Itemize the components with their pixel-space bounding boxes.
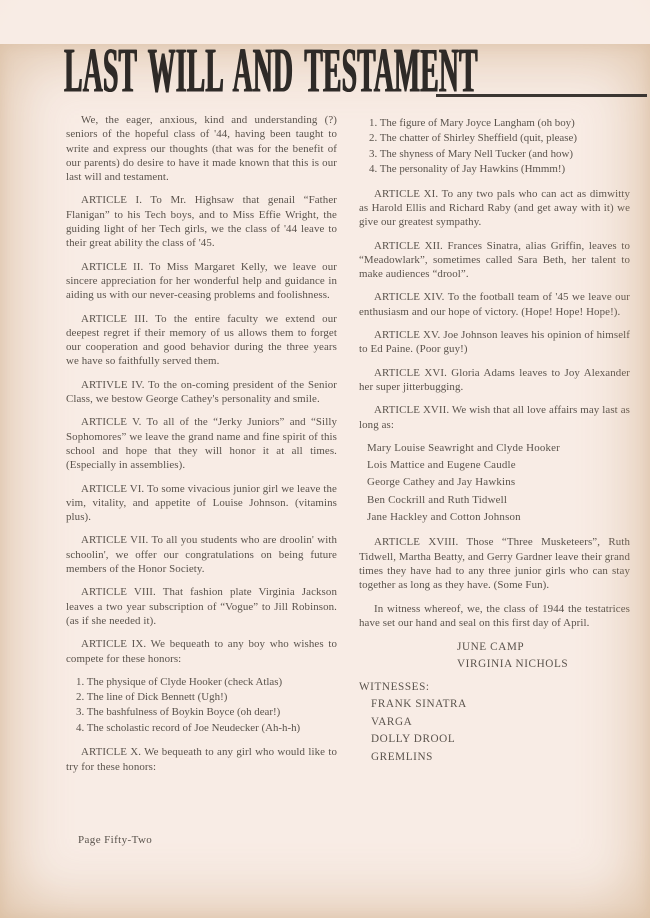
witnesses-block — [359, 679, 630, 766]
article-ix-paragraph: ARTICLE IX. We bequeath to any boy who wishes to compete for these honors: — [66, 638, 337, 665]
honors-list-item: 3. The shyness of Mary Nell Tucker (and how) — [369, 147, 573, 160]
article-xiv-paragraph: ARTICLE XIV. To the football team of '45 we leave our enthusiasm and our hope of victory. (Hope! Hope! Hope!). — [359, 291, 630, 318]
article-xi-paragraph: ARTICLE XI. To any two pals who can act as dimwitty as Harold Ellis and Richard Raby (and get away with it) we give our greatest sympathy. — [359, 187, 630, 229]
signature-name: JUNE CAMP — [457, 641, 525, 654]
honors-list-item: 1. The figure of Mary Joyce Langham (oh boy) — [369, 117, 575, 129]
article-x-paragraph: ARTICLE X. We bequeath to any girl who would like to try for these honors: — [66, 746, 337, 773]
witness-clause-paragraph: In witness whereof, we, the class of 1944 the testatrices have set our hand and seal on this first day of April. — [359, 602, 630, 629]
honors-list-item: 2. The chatter of Shirley Sheffield (quit, please) — [369, 132, 577, 145]
article-xviii-paragraph: ARTICLE XVIII. Those “Three Musketeers”, Ruth Tidwell, Martha Beatty, and Gerry Gardner leave their grand times they have had to any three junior girls who can stay together as long as they have. (Some Fun). — [359, 536, 630, 592]
page-header — [64, 35, 647, 106]
article-xvii-paragraph: ARTICLE XVII. We wish that all love affairs may last as long as: — [359, 404, 630, 431]
witnesses-label: WITNESSES: — [359, 681, 430, 694]
article-viii-paragraph: ARTICLE VIII. That fashion plate Virginia Jackson leaves a two year subscription of “Vogue” to Jill Robinson. (as if she needed it). — [66, 586, 337, 627]
intro-paragraph: We, the eager, anxious, kind and understanding (?) seniors of the hopeful class of '44, having been taught to write and express our thoughts (that was for the benefit of our parents) do desire to have it made known that this is our last will and testament. — [66, 114, 337, 184]
article-xvi-paragraph: ARTICLE XVI. Gloria Adams leaves to Joy Alexander her super jitterbugging. — [359, 366, 630, 393]
article-vii-paragraph: ARTICLE VII. To all you students who are droolin' with schoolin', we offer our congratulations on being future members of the Honor Society. — [66, 534, 337, 576]
couple-item: Lois Mattice and Eugene Caudle — [367, 459, 516, 472]
article-i-paragraph: ARTICLE I. To Mr. Highsaw that genail “Father Flanigan” to his Tech boys, and to Miss Effie Wright, the guiding light of her Tech girls, we the class of '44 leave to their great ability the class of '45. — [66, 194, 337, 250]
page-body — [66, 113, 630, 783]
couple-item: Mary Louise Seawright and Clyde Hooker — [367, 441, 561, 454]
honors-list-item: 4. The personality of Jay Hawkins (Hmmm!) — [369, 162, 566, 175]
honors-list-item: 2. The line of Dick Bennett (Ugh!) — [76, 691, 228, 704]
couple-item: George Cathey and Jay Hawkins — [367, 476, 516, 489]
couple-item: Ben Cockrill and Ruth Tidwell — [367, 493, 508, 506]
witness-name: GREMLINS — [371, 750, 433, 763]
article-iii-paragraph: ARTICLE III. To the entire faculty we extend our deepest regret if their memory of us allows them to forget our cooperation and good behavior during the three years we have so faithfully served them. — [66, 312, 337, 368]
witness-name: VARGA — [371, 715, 413, 728]
boy-honors-list — [76, 675, 337, 736]
article-iv-paragraph: ARTIVLE IV. To the on-coming president of the Senior Class, we bestow George Cathey's personality and smile. — [66, 378, 337, 406]
honors-list-item: 3. The bashfulness of Boykin Boyce (oh dear!) — [76, 706, 281, 719]
signatures-block — [457, 639, 630, 673]
article-v-paragraph: ARTICLE V. To all of the “Jerky Juniors” and “Silly Sophomores” we leave the grand name and fine spirit of this school and hope that they will honor it at all times. (Especially in assemblies). — [66, 416, 337, 472]
couples-list — [367, 441, 630, 524]
right-column — [359, 113, 630, 783]
title-box — [64, 35, 478, 106]
girl-honors-list — [369, 116, 630, 177]
signature-name: VIRGINIA NICHOLS — [457, 658, 569, 671]
article-xii-paragraph: ARTICLE XII. Frances Sinatra, alias Griffin, leaves to “Meadowlark”, sometimes called Sara Beth, her talent to make audiences “drool”. — [359, 239, 630, 281]
honors-list-item: 1. The physique of Clyde Hooker (check Atlas) — [76, 675, 283, 688]
honors-list-item: 4. The scholastic record of Joe Neudecker (Ah-h-h) — [76, 721, 301, 734]
witness-name: FRANK SINATRA — [371, 698, 467, 711]
article-vi-paragraph: ARTICLE VI. To some vivacious junior girl we leave the vim, vitality, and appetite of Louise Johnson. (vitamins plus). — [66, 482, 337, 524]
left-column — [66, 113, 337, 783]
couple-item: Jane Hackley and Cotton Johnson — [367, 511, 521, 524]
witness-name: DOLLY DROOL — [371, 733, 456, 746]
page-title: LAST WILL AND TESTAMENT — [64, 35, 478, 106]
article-xv-paragraph: ARTICLE XV. Joe Johnson leaves his opinion of himself to Ed Paine. (Poor guy!) — [359, 329, 630, 356]
page-number: Page Fifty-Two — [78, 834, 153, 846]
article-ii-paragraph: ARTICLE II. To Miss Margaret Kelly, we leave our sincere appreciation for her wonderful help and guidance in aiding us with our never-ceasing problems and foolishness. — [66, 260, 337, 302]
